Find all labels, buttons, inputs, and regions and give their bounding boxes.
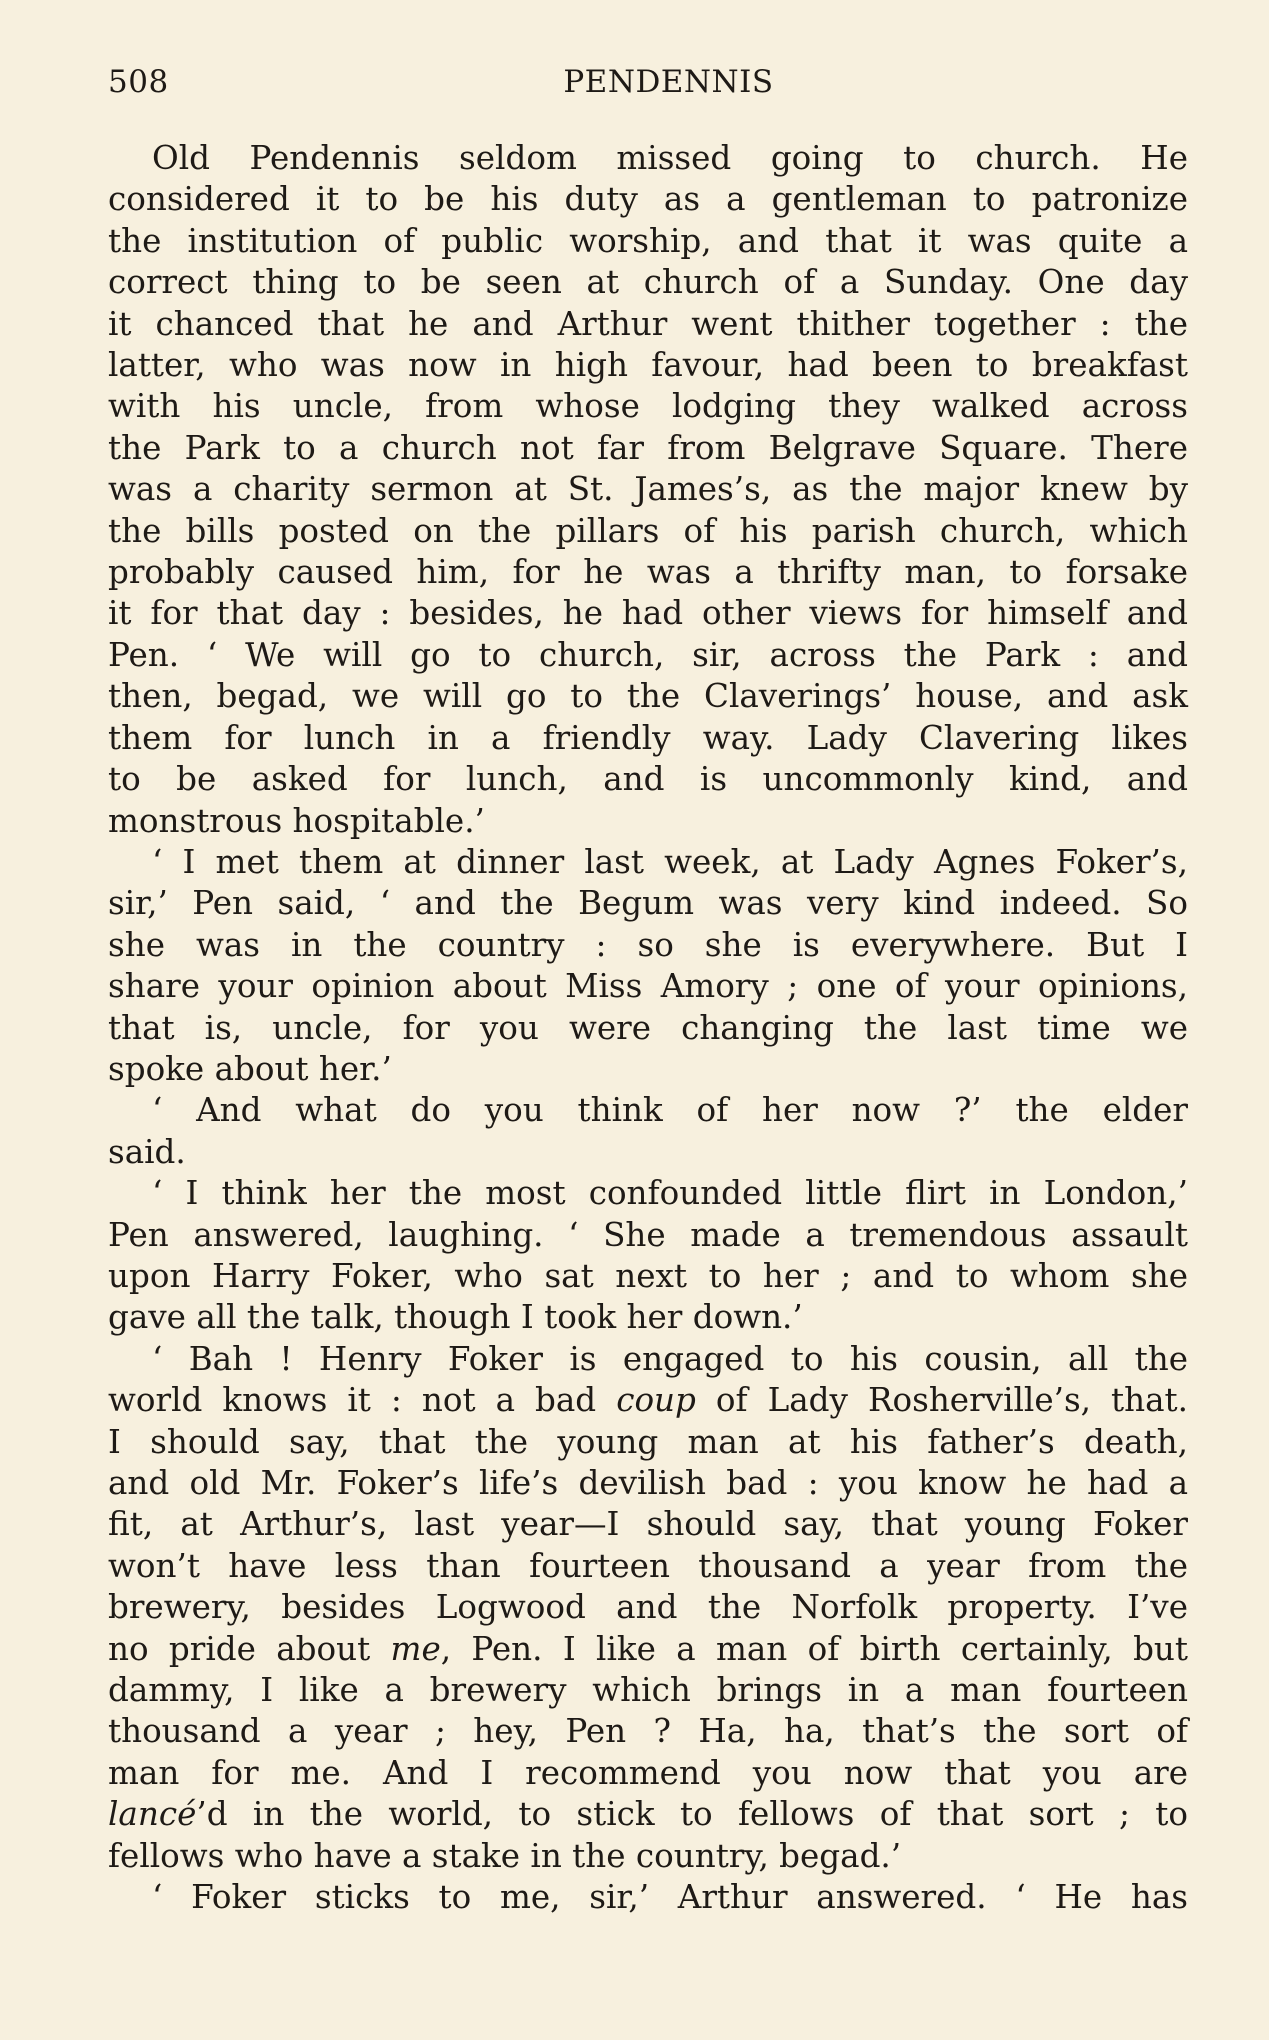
text-line: gave all the talk, though I took her down.’	[108, 1298, 803, 1337]
text-line: them for lunch in a friendly way. Lady Clavering likes	[108, 718, 1188, 757]
text-line: probably caused him, for he was a thrifty man, to forsake	[108, 553, 1188, 592]
text-line: to be asked for lunch, and is uncommonly kind, and	[108, 760, 1188, 799]
page-header	[108, 62, 1189, 102]
text-line: lancé’d in the world, to stick to fellows of that sort ; to	[108, 1795, 1188, 1834]
text-line: upon Harry Foker, who sat next to her ; and to whom she	[108, 1256, 1188, 1295]
text-line: dammy, I like a brewery which brings in a man fourteen	[108, 1671, 1188, 1710]
text-line: I should say, that the young man at his father’s death,	[108, 1422, 1188, 1461]
text-line: Pen. ‘ We will go to church, sir, across the Park : and	[108, 635, 1188, 674]
text-line: world knows it : not a bad coup of Lady Rosherville’s, that.	[108, 1381, 1189, 1420]
text-line: no pride about me, Pen. I like a man of birth certainly, but	[108, 1629, 1188, 1668]
text-line: and old Mr. Foker’s life’s devilish bad : you know he had a	[108, 1464, 1188, 1502]
text-line: spoke about her.’	[108, 1049, 392, 1088]
text-line: was a charity sermon at St. James’s, as the major knew by	[108, 470, 1188, 509]
italic-word: lancé	[108, 1795, 197, 1834]
text-line: man for me. And I recommend you now that you are	[108, 1753, 1188, 1792]
text-line: Pen answered, laughing. ‘ She made a tremendous assault	[108, 1215, 1188, 1254]
text-line: brewery, besides Logwood and the Norfolk property. I’ve	[108, 1588, 1188, 1627]
text-line: latter, who was now in high favour, had been to breakfast	[108, 346, 1188, 385]
page-number: 508	[108, 64, 169, 100]
italic-word: me	[390, 1629, 441, 1668]
text-line: ‘ Bah ! Henry Foker is engaged to his cousin, all the	[152, 1339, 1188, 1378]
text-line: the bills posted on the pillars of his parish church, which	[108, 511, 1188, 550]
text-line: ‘ I think her the most confounded little flirt in London,’	[152, 1174, 1188, 1213]
text-line: with his uncle, from whose lodging they walked across	[108, 387, 1188, 426]
text-line: the Park to a church not far from Belgrave Square. There	[108, 428, 1188, 467]
text-line: she was in the country : so she is everywhere. But I	[108, 925, 1188, 964]
body-text	[108, 138, 1188, 1918]
text-line: that is, uncle, for you were changing the last time we	[108, 1008, 1188, 1047]
text-line: ‘ Foker sticks to me, sir,’ Arthur answered. ‘ He has	[152, 1878, 1188, 1917]
text-line: then, begad, we will go to the Claverings’ house, and ask	[108, 677, 1188, 716]
text-line: ‘ And what do you think of her now ?’ the elder	[152, 1091, 1188, 1130]
text-line: correct thing to be seen at church of a Sunday. One day	[108, 263, 1188, 302]
text-line: monstrous hospitable.’	[108, 801, 485, 840]
text-line: said.	[108, 1132, 186, 1171]
text-line: Old Pendennis seldom missed going to church. He	[152, 139, 1188, 177]
text-line: it chanced that he and Arthur went thither together : the	[108, 304, 1188, 343]
text-line: share your opinion about Miss Amory ; one of your opinions,	[108, 967, 1188, 1006]
text-line: fellows who have a stake in the country, begad.’	[108, 1836, 902, 1875]
text-line: considered it to be his duty as a gentleman to patronize	[108, 180, 1188, 219]
text-line: sir,’ Pen said, ‘ and the Begum was very kind indeed. So	[108, 884, 1188, 923]
text-line: it for that day : besides, he had other views for himself and	[108, 594, 1188, 633]
text-line: ‘ I met them at dinner last week, at Lady Agnes Foker’s,	[152, 842, 1188, 881]
italic-word: coup	[616, 1381, 696, 1420]
text-line: thousand a year ; hey, Pen ? Ha, ha, that’s the sort of	[108, 1712, 1188, 1751]
text-line: the institution of public worship, and that it was quite a	[108, 221, 1188, 260]
text-line: fit, at Arthur’s, last year—I should say, that young Foker	[108, 1505, 1188, 1544]
running-head: PENDENNIS	[563, 64, 774, 100]
text-line: won’t have less than fourteen thousand a year from the	[108, 1546, 1188, 1585]
